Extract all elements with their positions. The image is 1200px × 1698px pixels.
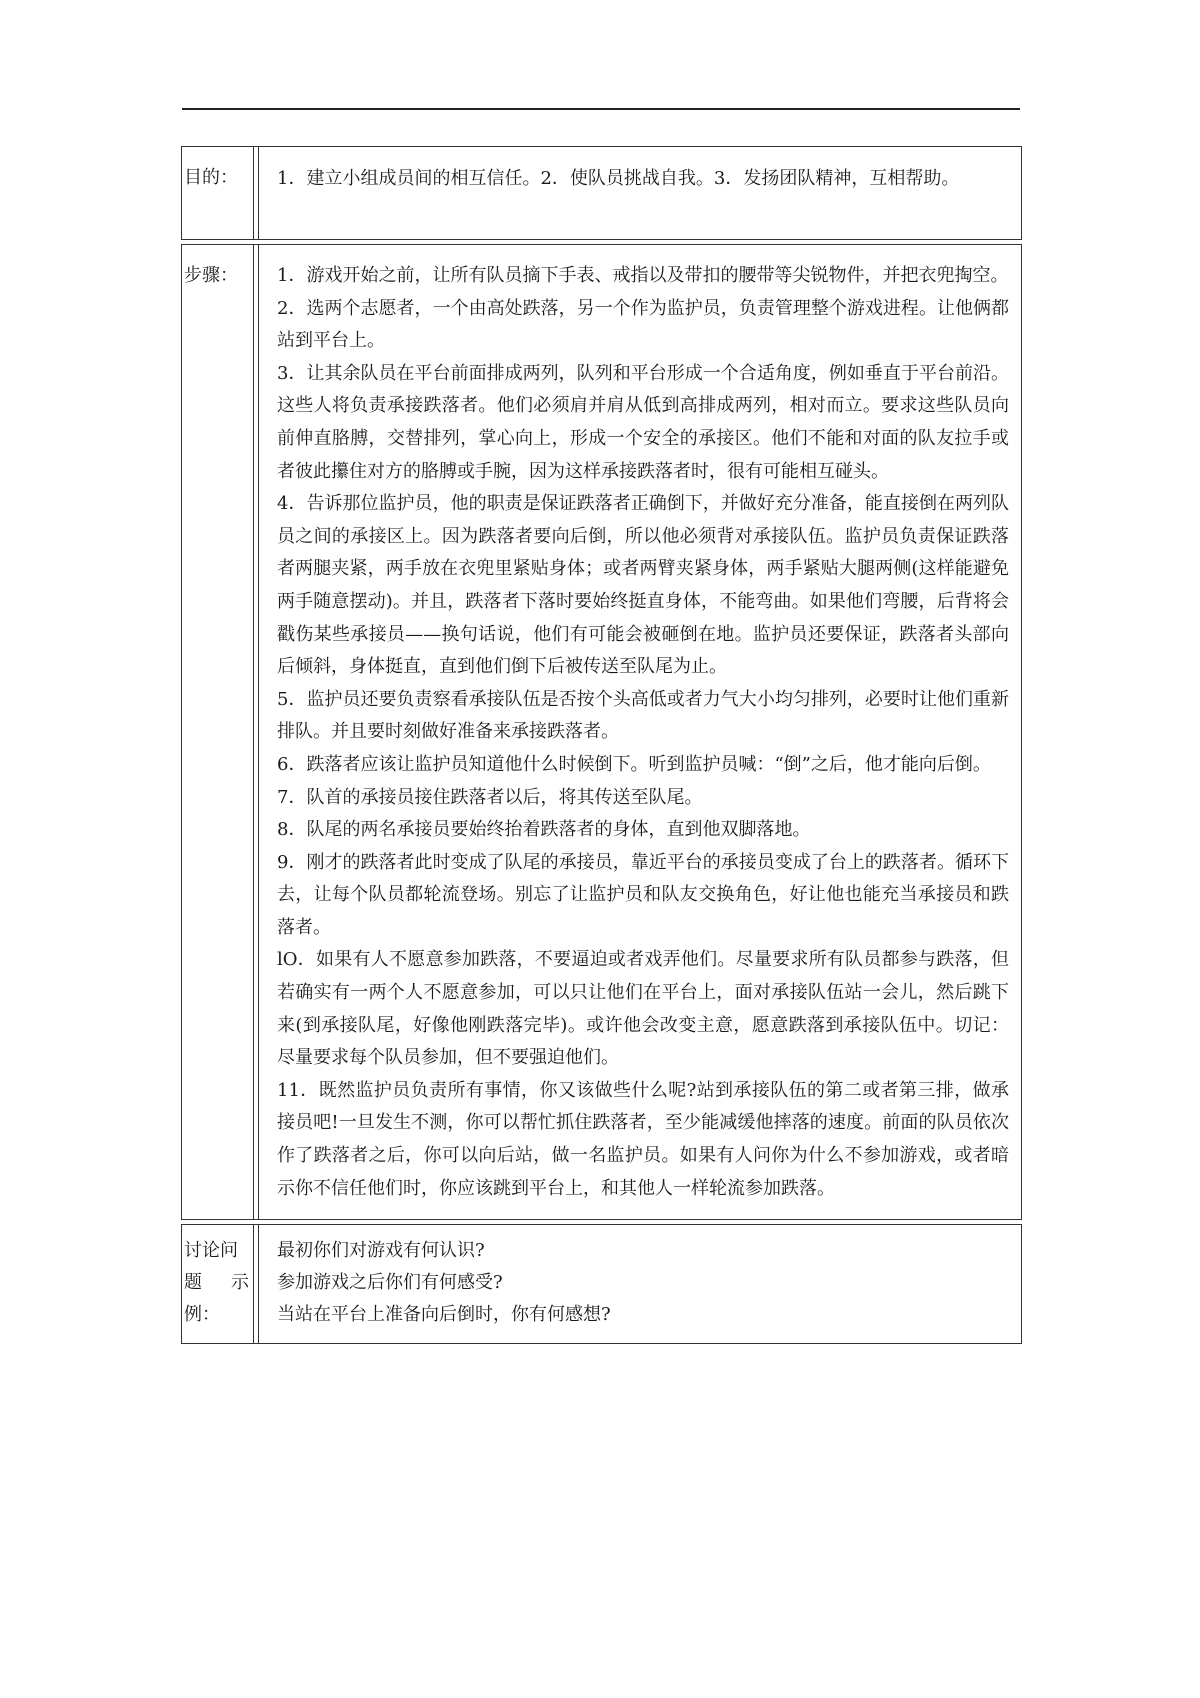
steps-content (259, 245, 1021, 1219)
discussion-question: 当站在平台上准备向后倒时，你有何感想? (277, 1304, 611, 1326)
discussion-label (182, 1225, 254, 1343)
steps-label: 步骤： (182, 245, 254, 1219)
step-item: 4．告诉那位监护员，他的职责是保证跌落者正确倒下，并做好充分准备，能直接倒在两列队员之间的承接区上。因为跌落者要向后倒，所以他必须背对承接队伍。监护员负责保证跌落者两腿夹紧，两手放在衣兜里紧贴身体；或者两臂夹紧身体，两手紧贴大腿两侧(这样能避免两手随意摆动)。并且，跌落者下落时要始终挺直身体，不能弯曲。如果他们弯腰，后背将会戳伤某些承接员——换句话说，他们有可能会被砸倒在地。监护员还要保证，跌落者头部向后倾斜，身体挺直，直到他们倒下后被传送至队尾为止。 (277, 493, 1009, 678)
step-item: 8．队尾的两名承接员要始终抬着跌落者的身体，直到他双脚落地。 (277, 819, 811, 841)
header-rule (182, 108, 1020, 110)
activity-table (181, 146, 1022, 1348)
step-item: 3．让其余队员在平台前面排成两列，队列和平台形成一个合适角度，例如垂直于平台前沿。这些人将负责承接跌落者。他们必须肩并肩从低到高排成两列，相对而立。要求这些队员向前伸直胳膊，交替排列，掌心向上，形成一个安全的承接区。他们不能和对面的队友拉手或者彼此攥住对方的胳膊或手腕，因为这样承接跌落者时，很有可能相互碰头。 (277, 362, 1009, 482)
step-item: 2．选两个志愿者，一个由高处跌落，另一个作为监护员，负责管理整个游戏进程。让他俩都站到平台上。 (277, 297, 1009, 352)
discussion-question: 最初你们对游戏有何认识? (277, 1240, 485, 1262)
purpose-content (259, 147, 1021, 239)
discussion-label-line3: 例： (184, 1304, 220, 1326)
step-item: 1．游戏开始之前，让所有队员摘下手表、戒指以及带扣的腰带等尖锐物件，并把衣兜掏空。 (277, 265, 1009, 286)
discussion-question: 参加游戏之后你们有何感受? (277, 1272, 503, 1294)
discussion-label-line2: 题 示 (184, 1272, 249, 1294)
step-item: 11．既然监护员负责所有事情，你又该做些什么呢?站到承接队伍的第二或者第三排，做承接员吧!一旦发生不测，你可以帮忙抓住跌落者，至少能减缓他摔落的速度。前面的队员依次作了跌落者之后，你可以向后站，做一名监护员。如果有人问你为什么不参加游戏，或者暗示你不信任他们时，你应该跳到平台上，和其他人一样轮流参加跌落。 (277, 1079, 1009, 1199)
discussion-content (259, 1225, 1021, 1343)
step-item: lO．如果有人不愿意参加跌落，不要逼迫或者戏弄他们。尽量要求所有队员都参与跌落，但若确实有一两个人不愿意参加，可以只让他们在平台上，面对承接队伍站一会儿，然后跳下来(到承接队尾，好像他刚跌落完毕)。或许他会改变主意，愿意跌落到承接队伍中。切记：尽量要求每个队员参加，但不要强迫他们。 (277, 949, 1009, 1069)
step-item: 5．监护员还要负责察看承接队伍是否按个头高低或者力气大小均匀排列，必要时让他们重新排队。并且要时刻做好准备来承接跌落者。 (277, 688, 1009, 743)
steps-row (181, 244, 1022, 1220)
purpose-row (181, 146, 1022, 240)
step-item: 6．跌落者应该让监护员知道他什么时候倒下。听到监护员喊：“倒”之后，他才能向后倒。 (277, 753, 991, 775)
discussion-row (181, 1224, 1022, 1344)
purpose-label: 目的： (182, 147, 254, 239)
step-item: 9．刚才的跌落者此时变成了队尾的承接员，靠近平台的承接员变成了台上的跌落者。循环下去，让每个队员都轮流登场。别忘了让监护员和队友交换角色，好让他也能充当承接员和跌落者。 (277, 851, 1009, 938)
purpose-text: 1．建立小组成员间的相互信任。2．使队员挑战自我。3．发扬团队精神，互相帮助。 (277, 168, 960, 189)
step-item: 7．队首的承接员接住跌落者以后，将其传送至队尾。 (277, 786, 703, 808)
discussion-label-line1: 讨论问 (184, 1240, 238, 1262)
